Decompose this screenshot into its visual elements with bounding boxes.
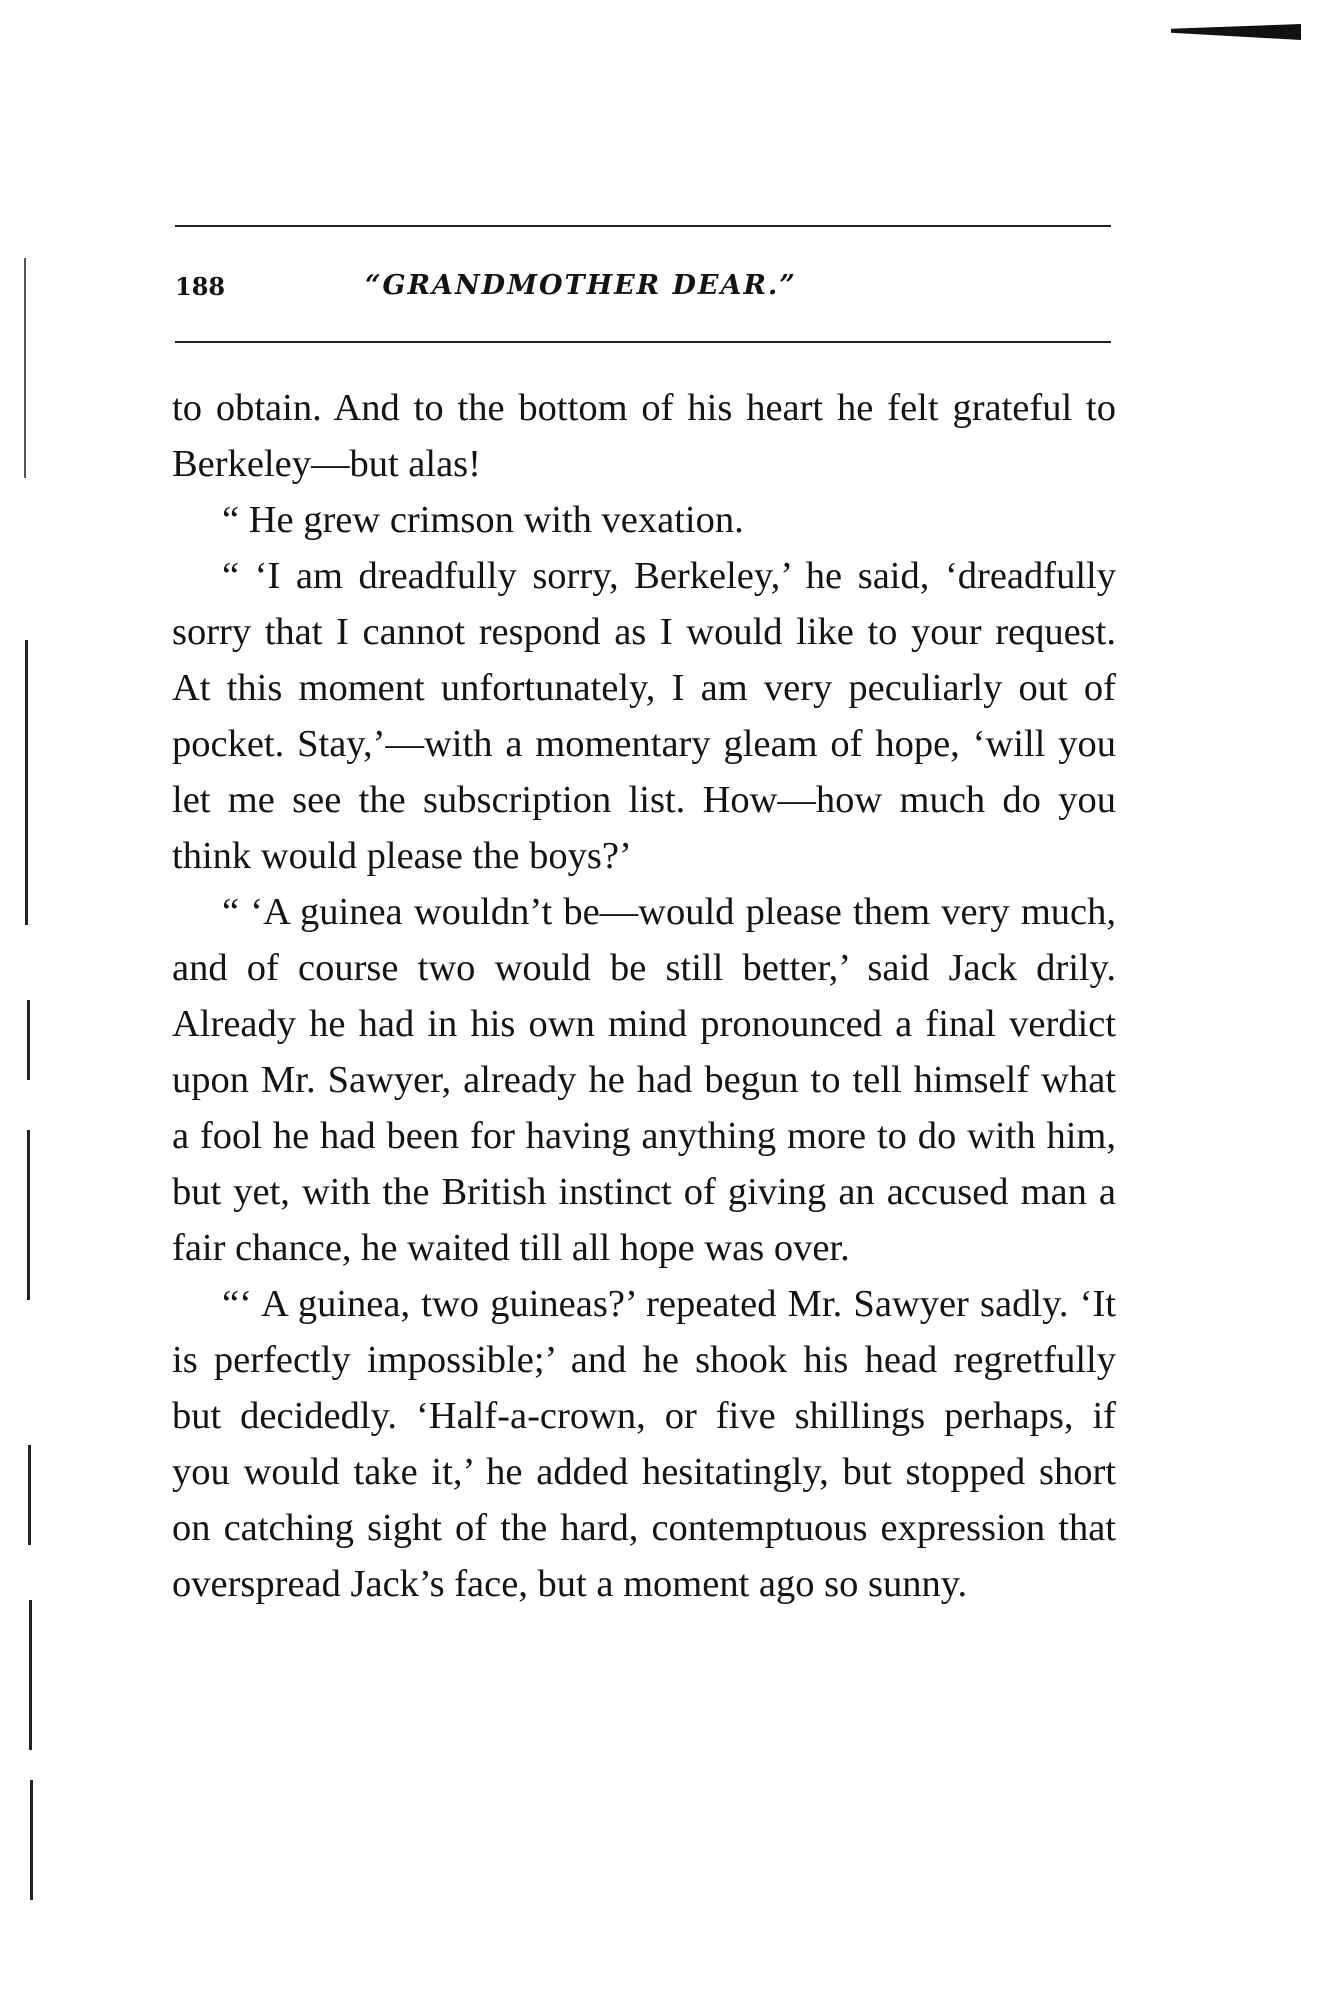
page-number: 188: [175, 272, 226, 301]
paragraph: “ He grew crimson with vexation.: [222, 499, 744, 541]
page-header: [175, 264, 1111, 314]
left-edge-mark: [29, 1600, 32, 1750]
paragraph: “ ‘A guinea wouldn’t be—would please them very much, and of course two would be still better,’ said Jack drily. Already he had in his own mind pronounced a final verdict upon Mr. Sawyer, already he had begun to tell himself what a fool he had been for having anything more to do with him, but yet, with the British instinct of giving an accused man a fair chance, he waited till all hope was over.: [172, 891, 1116, 1269]
body-text: [172, 380, 1116, 1612]
left-edge-mark: [25, 640, 28, 925]
left-edge-mark: [27, 1000, 30, 1080]
header-bottom-rule: [175, 341, 1111, 343]
paragraph: “ ‘I am dreadfully sorry, Berkeley,’ he said, ‘dreadfully sorry that I cannot respond as I would like to your request. At this moment unfortunately, I am very peculiarly out of pocket. Stay,’—with a momentary gleam of hope, ‘will you let me see the subscription list. How—how much do you think would please the boys?’: [172, 555, 1116, 877]
left-edge-mark: [30, 1780, 33, 1900]
left-edge-mark: [28, 1445, 31, 1545]
page-corner-mark: [1171, 24, 1301, 40]
left-edge-mark: [24, 258, 26, 478]
paragraph: “‘ A guinea, two guineas?’ repeated Mr. Sawyer sadly. ‘It is perfectly impossible;’ and he shook his head regretfully but decidedly. ‘Half-a-crown, or five shillings perhaps, if you would take it,’ he added hesitatingly, but stopped short on catching sight of the hard, contemptuous expression that overspread Jack’s face, but a moment ago so sunny.: [172, 1283, 1116, 1605]
left-edge-mark: [27, 1130, 30, 1300]
header-top-rule: [175, 225, 1111, 227]
paragraph: to obtain. And to the bottom of his heart he felt grateful to Berkeley—but alas!: [172, 387, 1116, 485]
running-title: “GRANDMOTHER DEAR.”: [365, 270, 797, 301]
